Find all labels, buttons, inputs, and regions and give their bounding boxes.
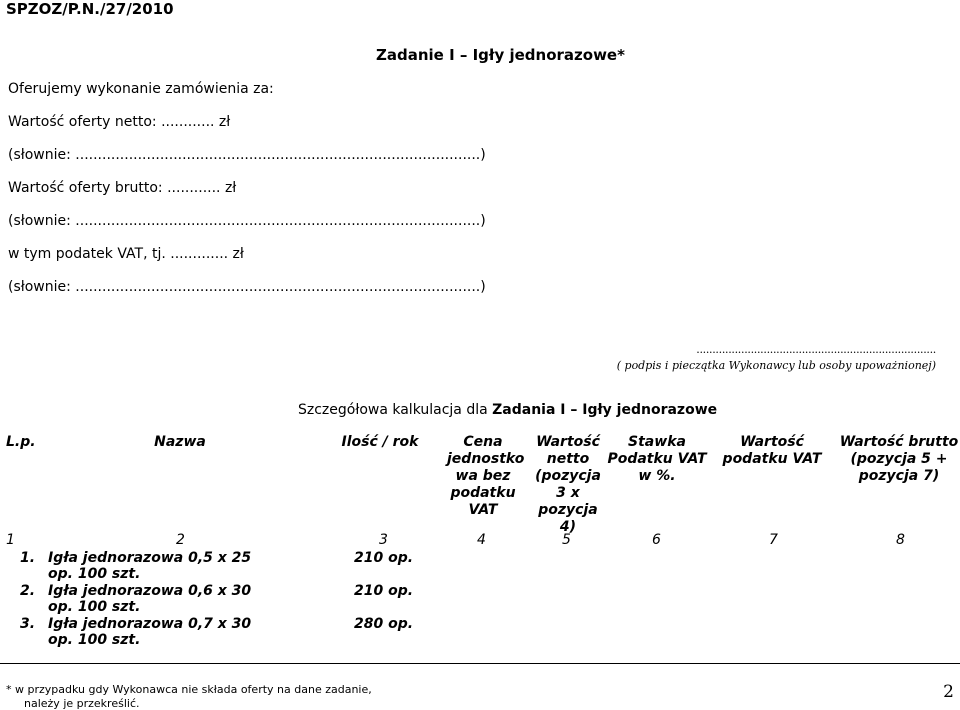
row-pack: op. 100 szt. (48, 566, 141, 582)
offer-vat-words: (słownie: ...........................................................................................) (8, 279, 486, 295)
signature-dots: ........................................................................... (696, 343, 936, 356)
calc-heading-prefix: Szczegółowa kalkulacja dla (298, 402, 493, 418)
row-qty: 210 op. (354, 583, 414, 599)
table-header-net-value: Wartość netto (pozycja 3 x pozycja 4) (535, 434, 601, 535)
footnote-line-2: należy je przekreślić. (24, 697, 140, 710)
calc-heading (298, 402, 717, 418)
table-header-lp: L.p. (6, 434, 36, 450)
offer-brutto-words: (słownie: ...........................................................................................) (8, 213, 486, 229)
document-reference: SPZOZ/P.N./27/2010 (6, 0, 174, 18)
offer-brutto: Wartość oferty brutto: ............ zł (8, 180, 237, 196)
offer-intro: Oferujemy wykonanie zamówienia za: (8, 81, 274, 97)
offer-netto-words: (słownie: ...........................................................................................) (8, 147, 486, 163)
col-number-8: 8 (896, 532, 905, 548)
col-number-3: 3 (379, 532, 388, 548)
offer-vat: w tym podatek VAT, tj. ............. zł (8, 246, 244, 262)
row-name: Igła jednorazowa 0,7 x 30 (48, 616, 252, 632)
row-pack: op. 100 szt. (48, 599, 141, 615)
row-qty: 280 op. (354, 616, 414, 632)
calc-heading-bold: Zadania I – Igły jednorazowe (492, 402, 718, 418)
row-pack: op. 100 szt. (48, 632, 141, 648)
row-lp: 1. (20, 550, 36, 566)
row-lp: 3. (20, 616, 36, 632)
table-header-qty: Ilość / rok (341, 434, 419, 450)
table-header-vat-value: Wartość podatku VAT (722, 434, 822, 467)
col-number-4: 4 (477, 532, 486, 548)
footer-divider (0, 663, 960, 664)
table-header-name: Nazwa (154, 434, 206, 450)
page-number: 2 (943, 682, 954, 702)
table-header-unit-price: Cena jednostko wa bez podatku VAT (447, 434, 525, 518)
col-number-5: 5 (562, 532, 571, 548)
col-number-2: 2 (176, 532, 185, 548)
row-lp: 2. (20, 583, 36, 599)
table-header-gross-value: Wartość brutto (pozycja 5 + pozycja 7) (839, 434, 959, 484)
row-name: Igła jednorazowa 0,5 x 25 (48, 550, 252, 566)
table-header-vat-rate: Stawka Podatku VAT w %. (607, 434, 707, 484)
row-qty: 210 op. (354, 550, 414, 566)
footnote-line-1: * w przypadku gdy Wykonawca nie składa oferty na dane zadanie, (6, 683, 372, 696)
col-number-7: 7 (769, 532, 778, 548)
col-number-6: 6 (652, 532, 661, 548)
row-name: Igła jednorazowa 0,6 x 30 (48, 583, 252, 599)
offer-netto: Wartość oferty netto: ............ zł (8, 114, 231, 130)
signature-caption: ( podpis i pieczątka Wykonawcy lub osoby upoważnionej) (616, 359, 936, 372)
task-title: Zadanie I – Igły jednorazowe* (376, 46, 625, 64)
col-number-1: 1 (6, 532, 15, 548)
